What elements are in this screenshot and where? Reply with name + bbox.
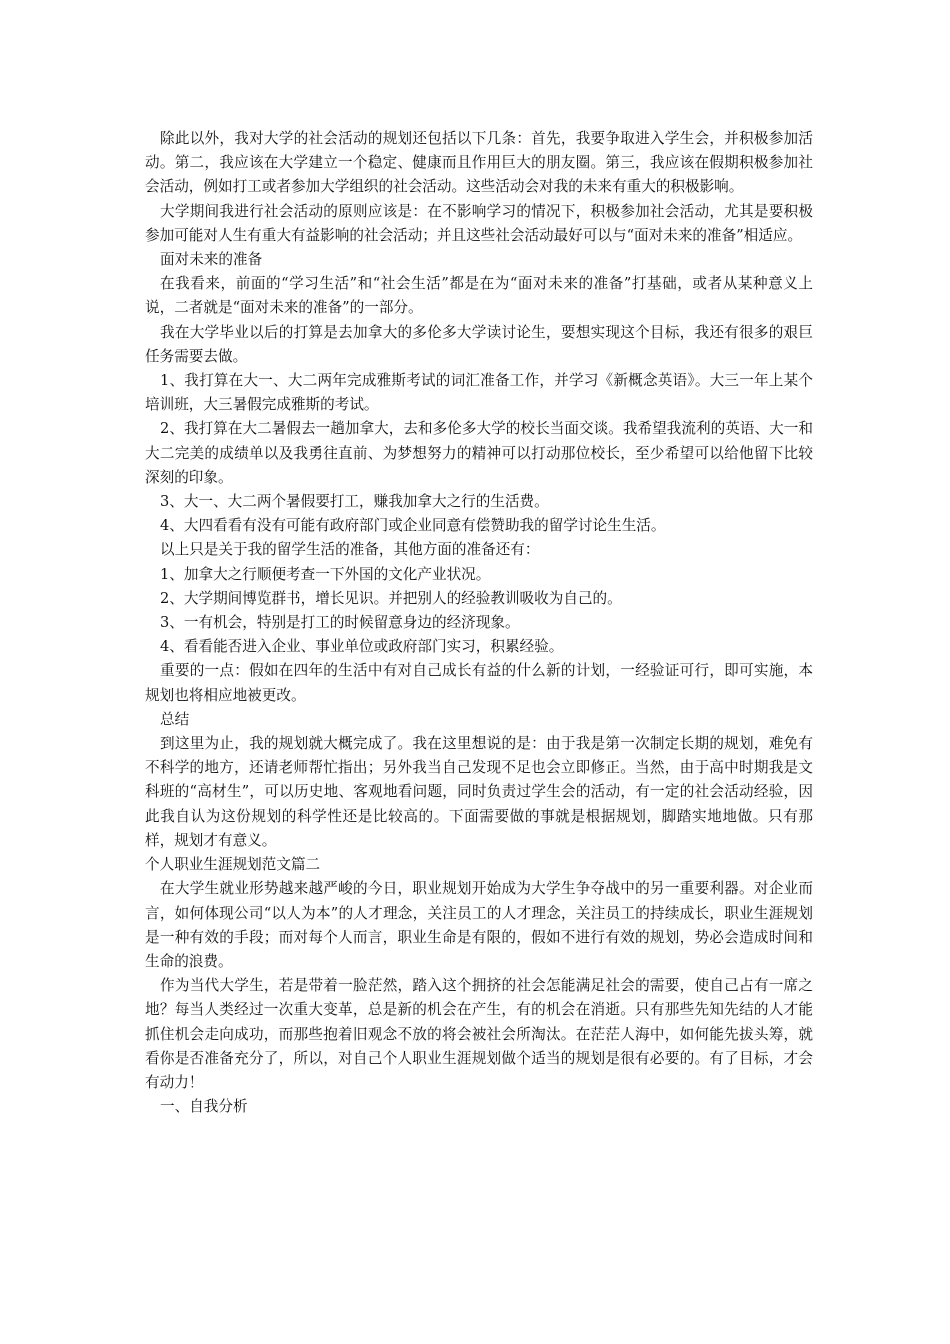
list-item: 2、大学期间博览群书，增长见识。并把别人的经验教训吸收为自己的。 [160,589,622,607]
section-heading: 一、自我分析 [160,1098,248,1116]
article-subtitle: 个人职业生涯规划范文篇二 [145,856,321,874]
list-item: 3、一有机会，特别是打工的时候留意身边的经济现象。 [160,614,520,632]
paragraph: 在大学生就业形势越来越严峻的今日，职业规划开始成为大学生争夺战中的另一重要利器。对企业而言，如何体现公司“以人为本”的人才理念，关注员工的人才理念，关注员工的持续成长，职业生涯规划是一种有效的手段；而对每个人而言，职业生命是有限的，假如不进行有效的规划，势必会造成时间和生命的浪费。 [145,880,813,970]
list-item: 1、加拿大之行顺便考查一下外国的文化产业状况。 [160,565,491,583]
paragraph: 我在大学毕业以后的打算是去加拿大的多伦多大学读讨论生，要想实现这个目标，我还有很多的艰巨任务需要去做。 [145,323,813,365]
paragraph: 作为当代大学生，若是带着一脸茫然，踏入这个拥挤的社会怎能满足社会的需要，使自己占有一席之地？每当人类经过一次重大变革，总是新的机会在产生，有的机会在消逝。只有那些先知先结的人才能抓住机会走向成功，而那些抱着旧观念不放的将会被社会所淘汰。在茫茫人海中，如何能先拔头筹，就看你是否准备充分了，所以，对自己个人职业生涯规划做个适当的规划是很有必要的。有了目标，才会有动力！ [145,977,813,1091]
paragraph: 除此以外，我对大学的社会活动的规划还包括以下几条：首先，我要争取进入学生会，并积极参加活动。第二，我应该在大学建立一个稳定、健康而且作用巨大的朋友圈。第三，我应该在假期积极参加社会活动，例如打工或者参加大学组织的社会活动。这些活动会对我的未来有重大的积极影响。 [145,130,813,196]
list-item: 4、大四看看有没有可能有政府部门或企业同意有偿赞助我的留学讨论生生活。 [160,517,666,535]
section-heading: 面对未来的准备 [160,251,263,269]
paragraph: 以上只是关于我的留学生活的准备，其他方面的准备还有： [160,541,540,559]
list-item: 1、我打算在大一、大二两年完成雅斯考试的词汇准备工作，并学习《新概念英语》。大三一年上某个培训班，大三暑假完成雅斯的考试。 [145,372,813,414]
list-item: 2、我打算在大二暑假去一趟加拿大，去和多伦多大学的校长当面交谈。我希望我流利的英语、大一和大二完美的成绩单以及我勇往直前、为梦想努力的精神可以打动那位校长，至少希望可以给他留下比较深刻的印象。 [145,420,813,486]
document-body [145,127,813,1119]
paragraph: 到这里为止，我的规划就大概完成了。我在这里想说的是：由于我是第一次制定长期的规划，难免有不科学的地方，还请老师帮忙指出；另外我当自己发现不足也会立即修正。当然，由于高中时期我是文科班的“高材生”，可以历史地、客观地看问题，同时负责过学生会的活动，有一定的社会活动经验，因此我自认为这份规划的科学性还是比较高的。下面需要做的事就是根据规划，脚踏实地地做。只有那样，规划才有意义。 [145,735,813,849]
list-item: 3、大一、大二两个暑假要打工，赚我加拿大之行的生活费。 [160,493,549,511]
list-item: 4、看看能否进入企业、事业单位或政府部门实习，积累经验。 [160,638,564,656]
paragraph: 重要的一点：假如在四年的生活中有对自己成长有益的什么新的计划，一经验证可行，即可实施，本规划也将相应地被更改。 [145,662,813,704]
paragraph: 在我看来，前面的“学习生活”和“社会生活”都是在为“面对未来的准备”打基础，或者从某种意义上说，二者就是“面对未来的准备”的一部分。 [145,275,813,317]
section-heading: 总结 [160,710,190,728]
paragraph: 大学期间我进行社会活动的原则应该是：在不影响学习的情况下，积极参加社会活动，尤其是要积极参加可能对人生有重大有益影响的社会活动；并且这些社会活动最好可以与“面对未来的准备”相适应。 [145,202,813,244]
